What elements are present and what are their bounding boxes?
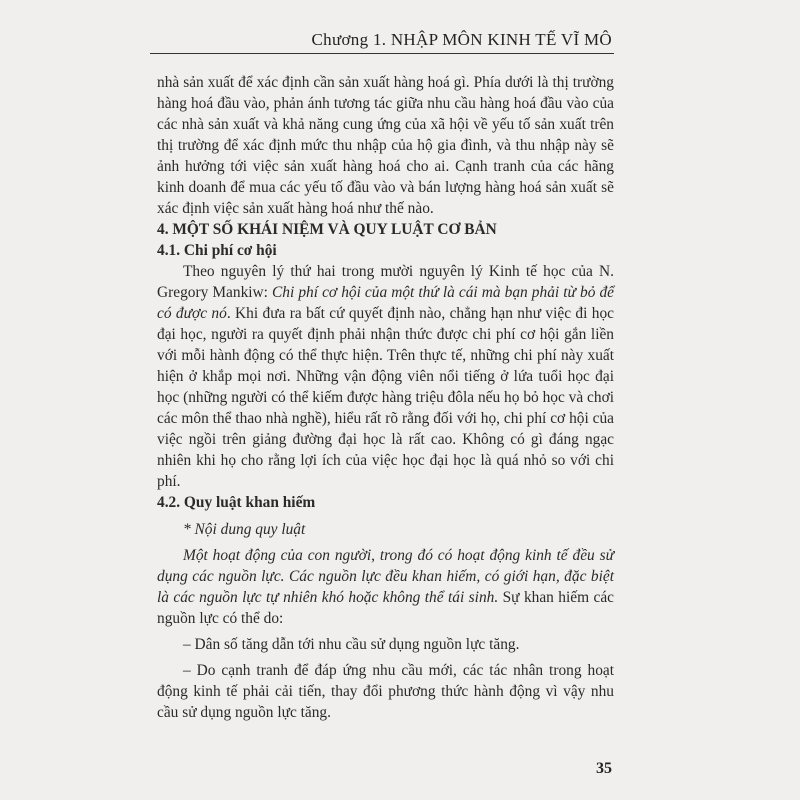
text-segment: Theo nguyên lý thứ hai trong mười nguyên lý Kinh tế học của N. Gregory Mankiw: [157,263,614,301]
italic-definition: Chi phí cơ hội của một thứ là cái mà bạn phải từ bỏ để có được nó [157,284,614,322]
page-body [157,72,614,723]
header-rule [150,53,614,54]
subsection-heading-4-1: 4.1. Chi phí cơ hội [157,242,277,259]
paragraph-scarcity [157,545,614,629]
paragraph-opportunity-cost [157,261,614,492]
list-item: – Do cạnh tranh để đáp ứng nhu cầu mới, các tác nhân trong hoạt động kinh tế phải cải tiến, thay đổi phương thức hành động vì vậy nhu cầu sử dụng nguồn lực tăng. [157,662,614,721]
law-content-label: * Nội dung quy luật [183,521,306,538]
italic-law-statement: Một hoạt động của con người, trong đó có hoạt động kinh tế đều sử dụng các nguồn lực. Các nguồn lực đều khan hiếm, có giới hạn, đặc biệt là các nguồn lực tự nhiên khó hoặc không thể tái sinh. [157,547,614,606]
list-item: – Dân số tăng dẫn tới nhu cầu sử dụng nguồn lực tăng. [183,636,520,653]
text-segment: . Khi đưa ra bất cứ quyết định nào, chẳng hạn như việc đi học đại học, người ra quyết định phải nhận thức được chi phí cơ hội gắn liền với mỗi hành động có thể thực hiện. Trên thực tế, những chi phí này xuất hiện ở khắp mọi nơi. Những vận động viên nổi tiếng ở lứa tuổi học đại học (những người có thể kiếm được hàng triệu đôla nếu họ bỏ học và chơi các môn thể thao nhà nghề), hiểu rất rõ rằng đối với họ, chi phí cơ hội của việc ngồi trên giảng đường đại học là rất cao. Không có gì đáng ngạc nhiên khi họ cho rằng lợi ích của việc học đại học là quá nhỏ so với chi phí. [157,305,614,490]
page-number: 35 [596,760,612,777]
section-heading: 4. MỘT SỐ KHÁI NIỆM VÀ QUY LUẬT CƠ BẢN [157,221,497,238]
chapter-title: Chương 1. NHẬP MÔN KINH TẾ VĨ MÔ [311,30,612,49]
subsection-heading-4-2: 4.2. Quy luật khan hiếm [157,494,316,511]
text-segment: Sự khan hiếm các nguồn lực có thể do: [157,589,614,627]
paragraph-continued: nhà sản xuất để xác định cần sản xuất hàng hoá gì. Phía dưới là thị trường hàng hoá đầu vào, phản ánh tương tác giữa nhu cầu hàng hoá đầu vào của các nhà sản xuất và khả năng cung ứng của xã hội về yếu tố sản xuất trên thị trường để xác định mức thu nhập của hộ gia đình, và thu nhập này sẽ ảnh hưởng tới việc sản xuất hàng hoá cho ai. Cạnh tranh của các hãng kinh doanh để mua các yếu tố đầu vào và bán lượng hàng hoá sản xuất sẽ xác định việc sản xuất hàng hoá như thế nào. [157,74,614,217]
